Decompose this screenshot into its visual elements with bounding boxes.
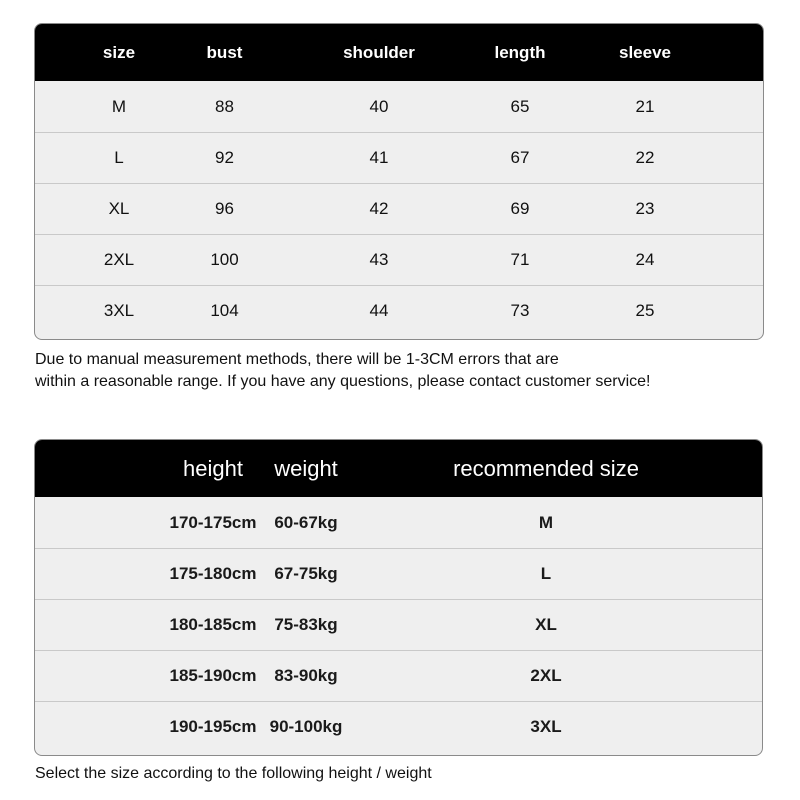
- cell-sleeve: 23: [635, 199, 655, 218]
- cell-recommended-size: 3XL: [530, 717, 562, 736]
- cell-height: 185-190cm: [169, 666, 257, 685]
- cell-bust: 104: [210, 301, 239, 320]
- size-selection-note: Select the size according to the following height / weight: [35, 765, 432, 782]
- table-row: [35, 599, 762, 650]
- header-shoulder: shoulder: [343, 42, 415, 62]
- cell-size: XL: [108, 199, 130, 218]
- table-row: [35, 234, 763, 285]
- cell-shoulder: 43: [369, 250, 389, 269]
- cell-bust: 88: [215, 96, 234, 116]
- cell-shoulder: 42: [369, 199, 389, 218]
- table-row: [35, 650, 762, 701]
- cell-length: 67: [510, 148, 530, 167]
- cell-recommended-size: L: [540, 564, 552, 583]
- cell-length: 73: [510, 301, 530, 320]
- table-row: [35, 548, 762, 599]
- cell-shoulder: 44: [369, 301, 389, 320]
- measurement-error-note: [35, 349, 650, 393]
- cell-weight: 60-67kg: [274, 512, 338, 532]
- header-height: height: [183, 455, 243, 481]
- note-line-2: within a reasonable range. If you have any questions, please contact customer service!: [35, 373, 651, 390]
- cell-sleeve: 25: [635, 301, 655, 320]
- table-row: [35, 701, 762, 752]
- cell-size: 2XL: [103, 250, 135, 269]
- cell-size: M: [111, 96, 127, 116]
- cell-sleeve: 24: [635, 250, 655, 269]
- cell-weight: 75-83kg: [274, 615, 338, 634]
- header-recommended-size: recommended size: [453, 455, 639, 481]
- cell-size: 3XL: [103, 301, 135, 320]
- cell-bust: 92: [215, 148, 234, 167]
- table-row: [35, 497, 762, 548]
- cell-length: 69: [510, 199, 530, 218]
- cell-length: 71: [510, 250, 530, 269]
- cell-height: 170-175cm: [169, 512, 257, 532]
- header-size: size: [102, 42, 136, 62]
- size-measurement-table: [34, 23, 764, 340]
- cell-shoulder: 40: [369, 96, 389, 116]
- header-sleeve: sleeve: [619, 42, 671, 62]
- cell-weight: 67-75kg: [274, 564, 338, 583]
- cell-sleeve: 21: [635, 96, 655, 116]
- table-row: [35, 132, 763, 183]
- table-row: [35, 81, 763, 132]
- size-table-header: [35, 24, 763, 81]
- cell-recommended-size: 2XL: [530, 666, 562, 685]
- cell-recommended-size: XL: [535, 615, 557, 634]
- cell-shoulder: 41: [369, 148, 389, 167]
- size-recommendation-table: [34, 439, 763, 756]
- cell-bust: 100: [210, 250, 239, 269]
- table-row: [35, 183, 763, 234]
- header-length: length: [494, 42, 546, 62]
- cell-height: 175-180cm: [169, 564, 257, 583]
- header-bust: bust: [206, 42, 243, 62]
- cell-length: 65: [510, 96, 530, 116]
- cell-weight: 90-100kg: [269, 717, 343, 736]
- cell-recommended-size: M: [538, 512, 554, 532]
- table-row: [35, 285, 763, 336]
- cell-height: 180-185cm: [169, 615, 257, 634]
- cell-weight: 83-90kg: [274, 666, 338, 685]
- cell-sleeve: 22: [635, 148, 655, 167]
- recommendation-table-header: [35, 440, 762, 497]
- cell-height: 190-195cm: [169, 717, 257, 736]
- note-line-1: Due to manual measurement methods, there will be 1-3CM errors that are: [35, 351, 559, 368]
- cell-bust: 96: [215, 199, 234, 218]
- cell-size: L: [114, 148, 124, 167]
- header-weight: weight: [274, 455, 338, 481]
